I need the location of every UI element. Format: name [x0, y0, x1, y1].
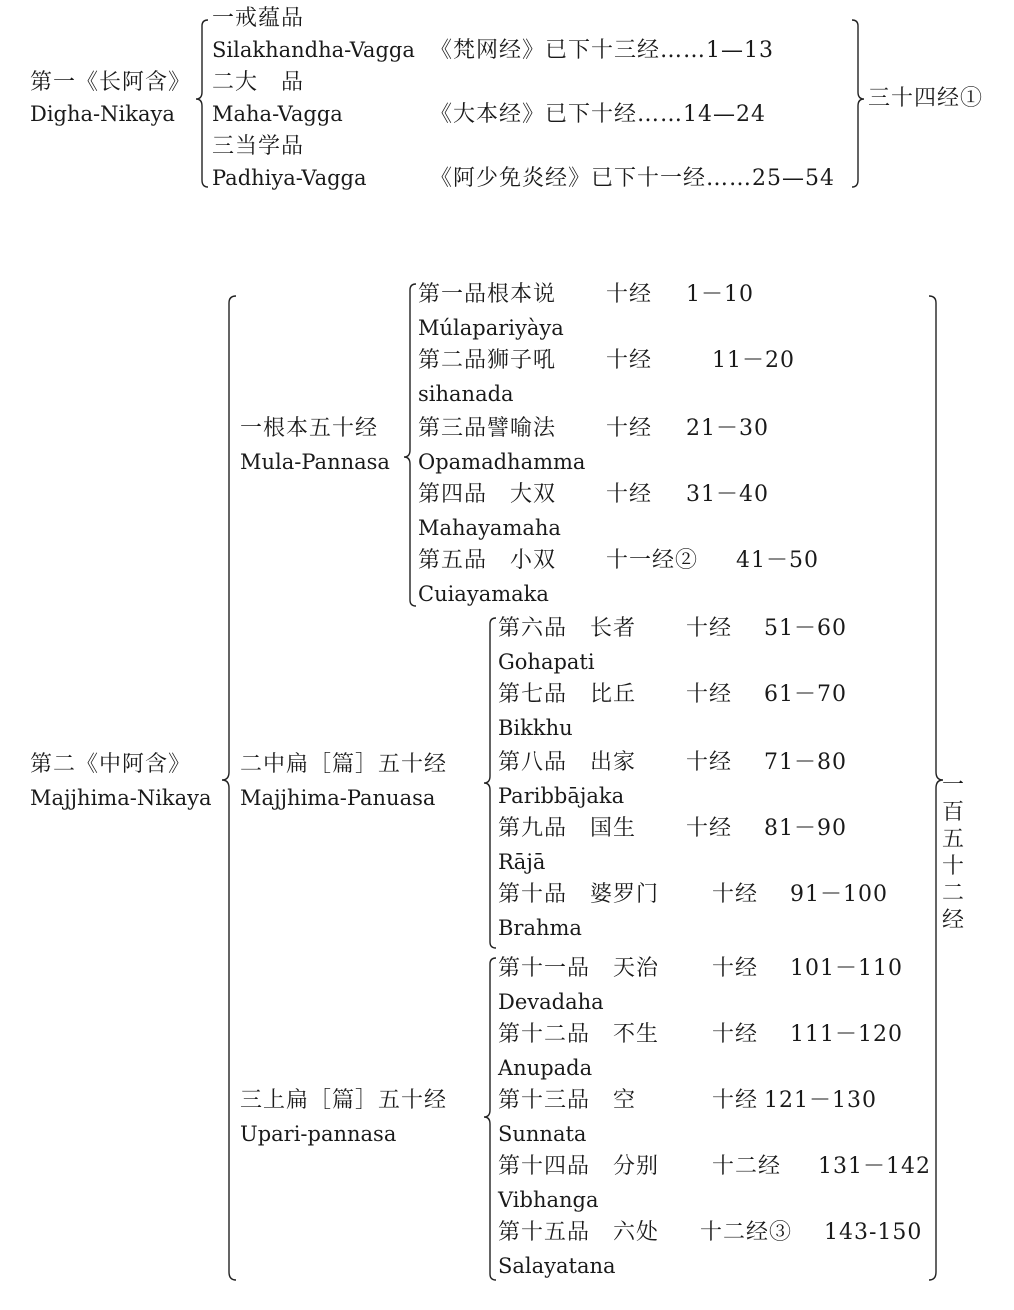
group3-brace: [484, 958, 496, 1280]
chapter-4-zh: 第四品 大双: [418, 482, 557, 507]
chapter-11-range: 101－110: [790, 956, 903, 981]
chapter-14-count: 十二经: [712, 1154, 782, 1179]
chapter-2-en: sihanada: [418, 382, 514, 406]
digha-total: 三十四经①: [868, 86, 984, 111]
chapter-7-range: 61－70: [764, 682, 847, 707]
chapter-8-en: Paribbājaka: [498, 784, 625, 808]
digha-left-brace: [196, 20, 208, 187]
chapter-3-en: Opamadhamma: [418, 450, 586, 474]
chapter-8-zh: 第八品 出家: [498, 750, 637, 775]
chapter-6-zh: 第六品 长者: [498, 616, 637, 641]
chapter-15-count: 十二经③: [700, 1220, 793, 1245]
digha-right-brace: [852, 20, 864, 187]
chapter-13-count: 十经: [712, 1088, 759, 1113]
majjhima-title-en: Majjhima-Nikaya: [30, 786, 212, 810]
chapter-8-count: 十经: [686, 750, 733, 775]
chapter-2-count: 十经: [606, 348, 653, 373]
chapter-13-en: Sunnata: [498, 1122, 587, 1146]
chapter-11-en: Devadaha: [498, 990, 604, 1014]
chapter-5-zh: 第五品 小双: [418, 548, 557, 573]
group2-title-zh: 二中扁［篇］五十经: [240, 752, 448, 777]
chapter-11-zh: 第十一品 天治: [498, 956, 660, 981]
chapter-6-count: 十经: [686, 616, 733, 641]
digha-section-2-en: Maha-Vagga: [212, 102, 343, 126]
chapter-9-range: 81－90: [764, 816, 847, 841]
chapter-12-range: 111－120: [790, 1022, 903, 1047]
chapter-5-count: 十一经②: [606, 548, 699, 573]
digha-section-2-zh: 二大 品: [212, 70, 305, 95]
chapter-7-count: 十经: [686, 682, 733, 707]
group3-title-en: Upari-pannasa: [240, 1122, 397, 1146]
chapter-4-count: 十经: [606, 482, 653, 507]
digha-section-3-desc: 《阿少免炎经》已下十一经……25—54: [430, 166, 835, 191]
group3-title-zh: 三上扁［篇］五十经: [240, 1088, 448, 1113]
chapter-5-range: 41－50: [736, 548, 819, 573]
chapter-2-zh: 第二品狮子吼: [418, 348, 557, 373]
chapter-14-zh: 第十四品 分别: [498, 1154, 660, 1179]
chapter-3-zh: 第三品譬喻法: [418, 416, 557, 441]
majjhima-title-zh: 第二《中阿含》: [30, 752, 192, 777]
chapter-15-range: 143-150: [824, 1220, 923, 1245]
chapter-13-zh: 第十三品 空: [498, 1088, 637, 1113]
chapter-9-zh: 第九品 国生: [498, 816, 637, 841]
chapter-3-range: 21－30: [686, 416, 769, 441]
chapter-1-count: 十经: [606, 282, 653, 307]
chapter-14-range: 131－142: [818, 1154, 931, 1179]
chapter-10-range: 91－100: [790, 882, 888, 907]
group2-brace: [484, 618, 496, 948]
chapter-15-en: Salayatana: [498, 1254, 616, 1278]
digha-section-3-en: Padhiya-Vagga: [212, 166, 367, 190]
group1-brace: [404, 284, 416, 606]
chapter-11-count: 十经: [712, 956, 759, 981]
chapter-2-range: 11－20: [712, 348, 795, 373]
chapter-6-en: Gohapati: [498, 650, 595, 674]
group1-title-en: Mula-Pannasa: [240, 450, 390, 474]
chapter-5-en: Cuiayamaka: [418, 582, 549, 606]
digha-title-zh: 第一《长阿含》: [30, 70, 192, 95]
majjhima-left-brace: [222, 296, 236, 1280]
chapter-10-count: 十经: [712, 882, 759, 907]
chapter-10-en: Brahma: [498, 916, 582, 940]
chapter-14-en: Vibhanga: [498, 1188, 599, 1212]
chapter-4-en: Mahayamaha: [418, 516, 561, 540]
chapter-1-range: 1－10: [686, 282, 754, 307]
digha-section-1-zh: 一戒蕴品: [212, 6, 305, 31]
chapter-7-zh: 第七品 比丘: [498, 682, 637, 707]
chapter-8-range: 71－80: [764, 750, 847, 775]
majjhima-total: 一百五十二经: [941, 773, 964, 933]
chapter-13-range: 121－130: [764, 1088, 877, 1113]
digha-section-3-zh: 三当学品: [212, 134, 305, 159]
chapter-15-zh: 第十五品 六处: [498, 1220, 660, 1245]
chapter-7-en: Bikkhu: [498, 716, 573, 740]
group2-title-en: Majjhima-Panuasa: [240, 786, 436, 810]
chapter-1-en: Múlapariyàya: [418, 316, 564, 340]
chapter-10-zh: 第十品 婆罗门: [498, 882, 660, 907]
chapter-3-count: 十经: [606, 416, 653, 441]
chapter-1-zh: 第一品根本说: [418, 282, 557, 307]
group1-title-zh: 一根本五十经: [240, 416, 379, 441]
chapter-12-zh: 第十二品 不生: [498, 1022, 660, 1047]
chapter-9-count: 十经: [686, 816, 733, 841]
chapter-4-range: 31－40: [686, 482, 769, 507]
digha-section-1-en: Silakhandha-Vagga: [212, 38, 415, 62]
digha-section-2-desc: 《大本经》已下十经……14—24: [430, 102, 766, 127]
chapter-12-en: Anupada: [498, 1056, 593, 1080]
digha-section-1-desc: 《梵网经》已下十三经……1—13: [430, 38, 774, 63]
digha-title-en: Digha-Nikaya: [30, 102, 175, 126]
chapter-9-en: Rājā: [498, 850, 546, 874]
chapter-6-range: 51－60: [764, 616, 847, 641]
chapter-12-count: 十经: [712, 1022, 759, 1047]
